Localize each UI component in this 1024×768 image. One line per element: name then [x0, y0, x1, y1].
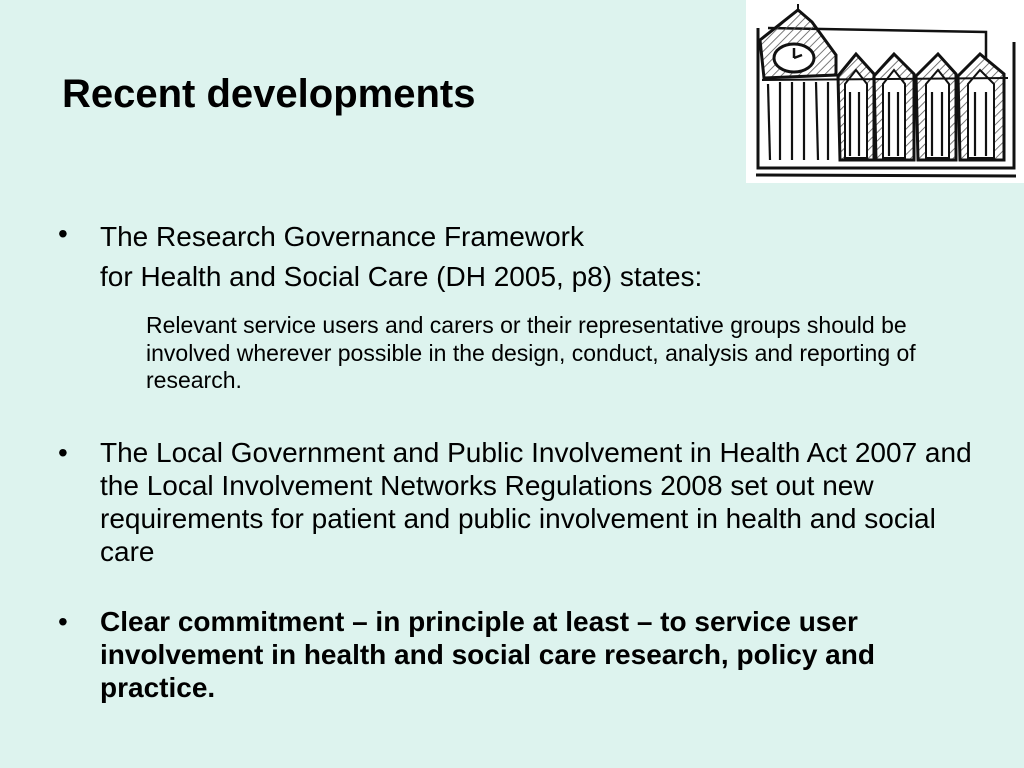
bullet-text-line: The Research Governance Framework	[100, 221, 584, 252]
building-clock-sketch-icon	[746, 0, 1024, 183]
bullet-text: The Local Government and Public Involvement in Health Act 2007 and the Local Involvement Networks Regulations 2008 set out new requirements for patient and public involvement in health and social care	[100, 437, 972, 567]
bullet-marker: •	[58, 606, 68, 637]
bullet-text-line: for Health and Social Care (DH 2005, p8) states:	[100, 261, 703, 292]
quotation: Relevant service users and carers or their representative groups should be involved wherever possible in the design, conduct, analysis and reporting of research.	[146, 312, 916, 393]
bullet-text: Clear commitment – in principle at least – to service user involvement in health and social care research, policy and practice.	[100, 606, 875, 703]
bullet-marker: •	[58, 437, 68, 468]
bullet-text	[100, 217, 980, 297]
bullet-marker: •	[58, 218, 68, 249]
slide-title: Recent developments	[62, 72, 476, 116]
